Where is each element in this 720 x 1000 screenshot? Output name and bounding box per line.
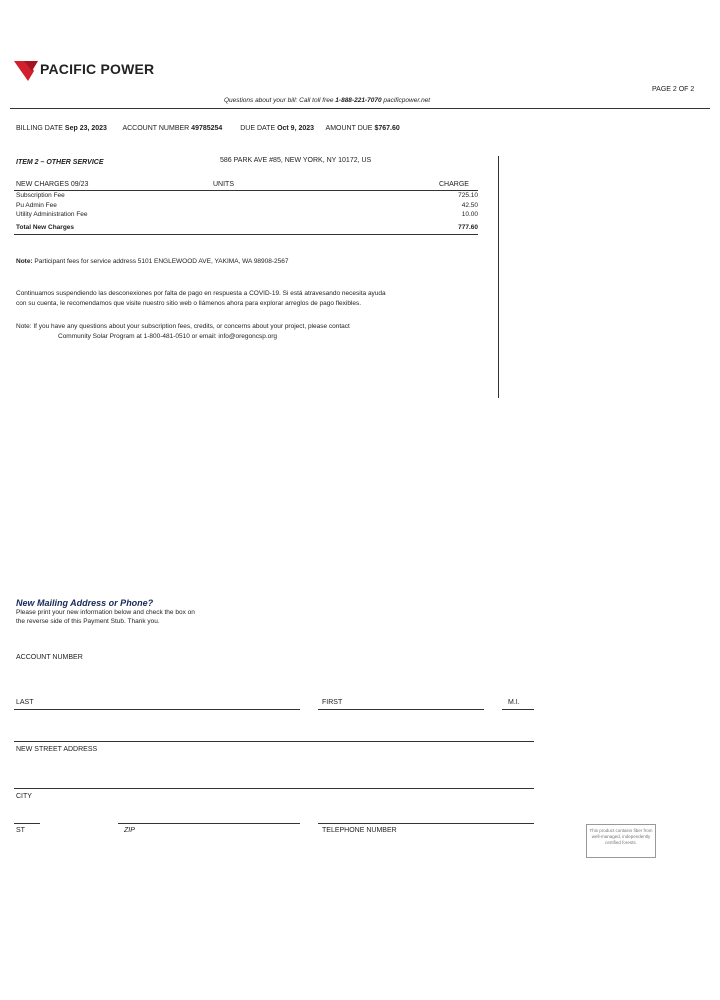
mailing-instructions-line-1: Please print your new information below and check the box on — [16, 609, 195, 616]
state-field[interactable] — [14, 823, 40, 824]
middle-initial-field[interactable] — [502, 709, 534, 710]
questions-line: Questions about your bill: Call toll free 1-888-221-7070 pacificpower.net — [224, 97, 431, 104]
state-label: ST — [16, 827, 25, 834]
mailing-title: New Mailing Address or Phone? — [16, 598, 154, 608]
logo-mark-icon — [14, 61, 40, 81]
first-name-field[interactable] — [318, 709, 484, 710]
item-address: 586 PARK AVE #85, NEW YORK, NY 10172, US — [220, 157, 372, 164]
telephone-field[interactable] — [318, 823, 534, 824]
section-vertical-rule — [498, 156, 499, 398]
charge-row-amount: 42.50 — [461, 202, 478, 209]
charges-header-rule — [14, 190, 478, 191]
mailing-instructions-line-2: the reverse side of this Payment Stub. Thank you. — [16, 618, 160, 625]
city-label: CITY — [16, 793, 32, 800]
last-name-field[interactable] — [14, 709, 300, 710]
charge-row — [16, 211, 478, 219]
page-indicator: PAGE 2 OF 2 — [652, 86, 695, 93]
charge-row-label: Subscription Fee — [16, 192, 65, 199]
street-address-label: NEW STREET ADDRESS — [16, 746, 98, 753]
charge-row-amount: 725.10 — [458, 192, 478, 199]
spanish-notice-line-1: Continuamos suspendiendo las desconexiones por falta de pago en respuesta a COVID-19. Si está atravesando necesita ayuda — [16, 290, 386, 297]
street-address-top-rule — [14, 741, 534, 742]
company-logo — [14, 60, 174, 82]
company-name: PACIFIC POWER — [40, 61, 155, 77]
account-number-label: ACCOUNT NUMBER — [16, 654, 83, 661]
telephone-label: TELEPHONE NUMBER — [322, 827, 397, 834]
charges-total-rule — [14, 234, 478, 235]
charges-total-amount: 777.60 — [458, 224, 478, 231]
zip-label: ZIP — [124, 827, 135, 834]
last-name-label: LAST — [16, 699, 34, 706]
charge-row — [16, 202, 478, 210]
billing-summary: BILLING DATE Sep 23, 2023 ACCOUNT NUMBER 49785254 DUE DATE Oct 9, 2023 AMOUNT DUE $767.60 — [16, 125, 400, 132]
charges-header-charge: CHARGE — [439, 181, 469, 188]
item-title: ITEM 2 – OTHER SERVICE — [16, 159, 104, 166]
zip-field[interactable] — [118, 823, 300, 824]
charges-total-row — [16, 224, 478, 232]
charges-header-label: NEW CHARGES 09/23 — [16, 181, 89, 188]
charge-row-amount: 10.00 — [461, 211, 478, 218]
middle-initial-label: M.I. — [508, 699, 520, 706]
first-name-label: FIRST — [322, 699, 343, 706]
forest-certification-stamp: This product contains fiber from well-managed, independently certified forests. — [586, 824, 656, 858]
charge-row-label: Pu Admin Fee — [16, 202, 57, 209]
charge-row-label: Utility Administration Fee — [16, 211, 88, 218]
header-rule — [10, 108, 710, 109]
spanish-notice-line-2: con su cuenta, le recomendamos que visite nuestro sitio web o llámenos ahora para explorar arreglos de pago flexibles. — [16, 300, 362, 307]
charges-header-units: UNITS — [213, 181, 234, 188]
charge-row — [16, 192, 478, 200]
contact-note-line-1: Note: If you have any questions about your subscription fees, credits, or concerns about your project, please contact — [16, 323, 350, 330]
charges-total-label: Total New Charges — [16, 224, 75, 231]
contact-note-line-2: Community Solar Program at 1-800-481-0510 or email: info@oregoncsp.org — [58, 333, 278, 340]
city-top-rule — [14, 788, 534, 789]
participant-note: Note: Participant fees for service address 5101 ENGLEWOOD AVE, YAKIMA, WA 98908-2567 — [16, 258, 289, 265]
